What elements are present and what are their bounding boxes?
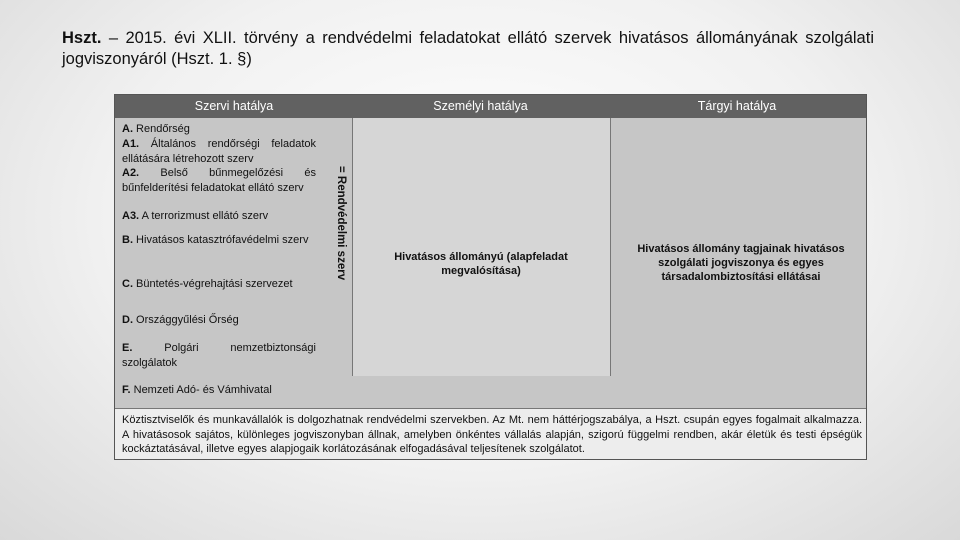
header-subject-scope: Tárgyi hatálya [697, 99, 777, 113]
subject-scope-text: Hivatásos állomány tagjainak hivatásos szolgálati jogviszonya és egyes társadalombiztosítási ellátásai [637, 243, 845, 283]
header-organizational-scope: Szervi hatálya [194, 99, 274, 113]
item-a: A. Rendőrség [122, 123, 190, 135]
title-text: – 2015. évi XLII. törvény a rendvédelmi feladatokat ellátó szervek hivatásos állományának szolgálati jogviszonyáról (Hszt. 1. §) [62, 29, 874, 68]
note-text: Köztisztviselők és munkavállalók is dolgozhatnak rendvédelmi szervekben. Az Mt. nem háttérjogszabálya, a Hszt. csupán egyes fogalmait alkalmazza. A hivatásosok sajátos, különleges jogviszonyban állnak, amelyben önkéntes vállalás alapján, szigorú függelmi rendben, akár életük és testi épségük kockáztatásával, illetve egyes alapjogaik korlátozásának elfogadásával teljesítenek szolgálatot. [122, 414, 862, 455]
vertical-label: = Rendvédelmi szerv [335, 165, 347, 281]
title-abbrev: Hszt. [62, 29, 102, 47]
table-frame [114, 94, 867, 460]
header-personal-scope: Személyi hatálya [433, 99, 528, 113]
item-a1: A1. Általános rendőrségi feladatok ellátására létrehozott szerv [122, 138, 316, 165]
page-title [62, 28, 874, 70]
item-d: D. Országgyűlési Őrség [122, 314, 239, 326]
item-e: E. Polgári nemzetbiztonsági szolgálatok [122, 342, 316, 369]
item-b: B. Hivatásos katasztrófavédelmi szerv [122, 234, 309, 246]
item-a2: A2. Belső bűnmegelőzési és bűnfelderítési feladatokat ellátó szerv [122, 167, 316, 194]
item-c: C. Büntetés-végrehajtási szervezet [122, 278, 293, 290]
item-f: F. Nemzeti Adó- és Vámhivatal [122, 384, 272, 396]
personal-scope-text: Hivatásos állományú (alapfeladat megvalósítása) [394, 251, 568, 277]
item-a3: A3. A terrorizmust ellátó szerv [122, 210, 269, 222]
